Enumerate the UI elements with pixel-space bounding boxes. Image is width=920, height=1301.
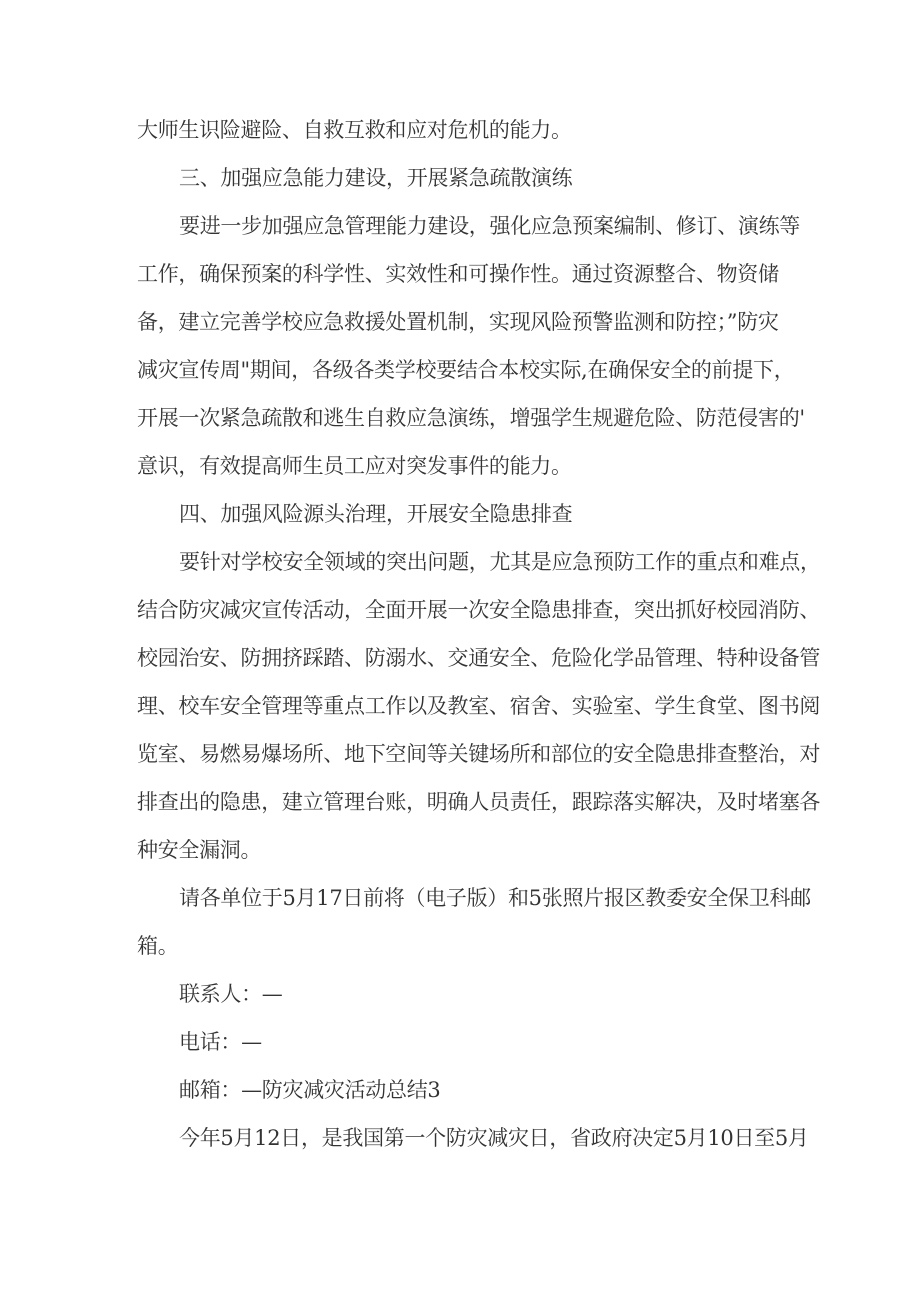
text-line: 理、校车安全管理等重点工作以及教室、宿舍、实验室、学生食堂、图书阅 <box>137 694 821 718</box>
text-line: 种安全漏洞。 <box>137 838 262 862</box>
text-line: 校园治安、防拥挤踩踏、防溺水、交通安全、危险化学品管理、特种设备管 <box>137 646 821 670</box>
text-line: 今年5月12日，是我国第一个防灾减灾日，省政府决定5月10日至5月 <box>179 1126 809 1150</box>
text-line: 请各单位于5月17日前将（电子版）和5张照片报区教委安全保卫科邮 <box>179 886 811 910</box>
text-line: 要进一步加强应急管理能力建设，强化应急预案编制、修订、演练等 <box>179 214 800 238</box>
text-line: 意识，有效提高师生员工应对突发事件的能力。 <box>137 454 572 478</box>
text-line: 要针对学校安全领域的突出问题，尤其是应急预防工作的重点和难点， <box>179 550 821 574</box>
text-line: 结合防灾减灾宣传活动，全面开展一次安全隐患排查，突出抓好校园消防、 <box>137 598 821 622</box>
text-line: 备，建立完善学校应急救援处置机制，实现风险预警监测和防控；”防灾 <box>137 310 779 334</box>
text-line: 排查出的隐患，建立管理台账，明确人员责任，跟踪落实解决，及时堵塞各 <box>137 790 821 814</box>
text-line: 大师生识险避险、自救互救和应对危机的能力。 <box>137 118 572 142</box>
text-line: 览室、易燃易爆场所、地下空间等关键场所和部位的安全隐患排查整治，对 <box>137 742 821 766</box>
text-line: 箱。 <box>137 934 179 958</box>
text-line: 三、加强应急能力建设，开展紧急疏散演练 <box>179 166 573 190</box>
text-line: 四、加强风险源头治理，开展安全隐患排查 <box>179 502 573 526</box>
text-line: 邮箱：—防灾减灾活动总结3 <box>179 1078 441 1102</box>
text-line: 工作，确保预案的科学性、实效性和可操作性。通过资源整合、物资储 <box>137 262 779 286</box>
document-body <box>137 106 837 1162</box>
text-line: 开展一次紧急疏散和逃生自救应急演练，增强学生规避危险、防范侵害的' <box>137 406 805 430</box>
text-line: 电话：— <box>179 1030 262 1054</box>
text-line: 减灾宣传周"期间，各级各类学校要结合本校实际,在确保安全的前提下， <box>137 358 795 382</box>
text-line: 联系人：— <box>179 982 283 1006</box>
